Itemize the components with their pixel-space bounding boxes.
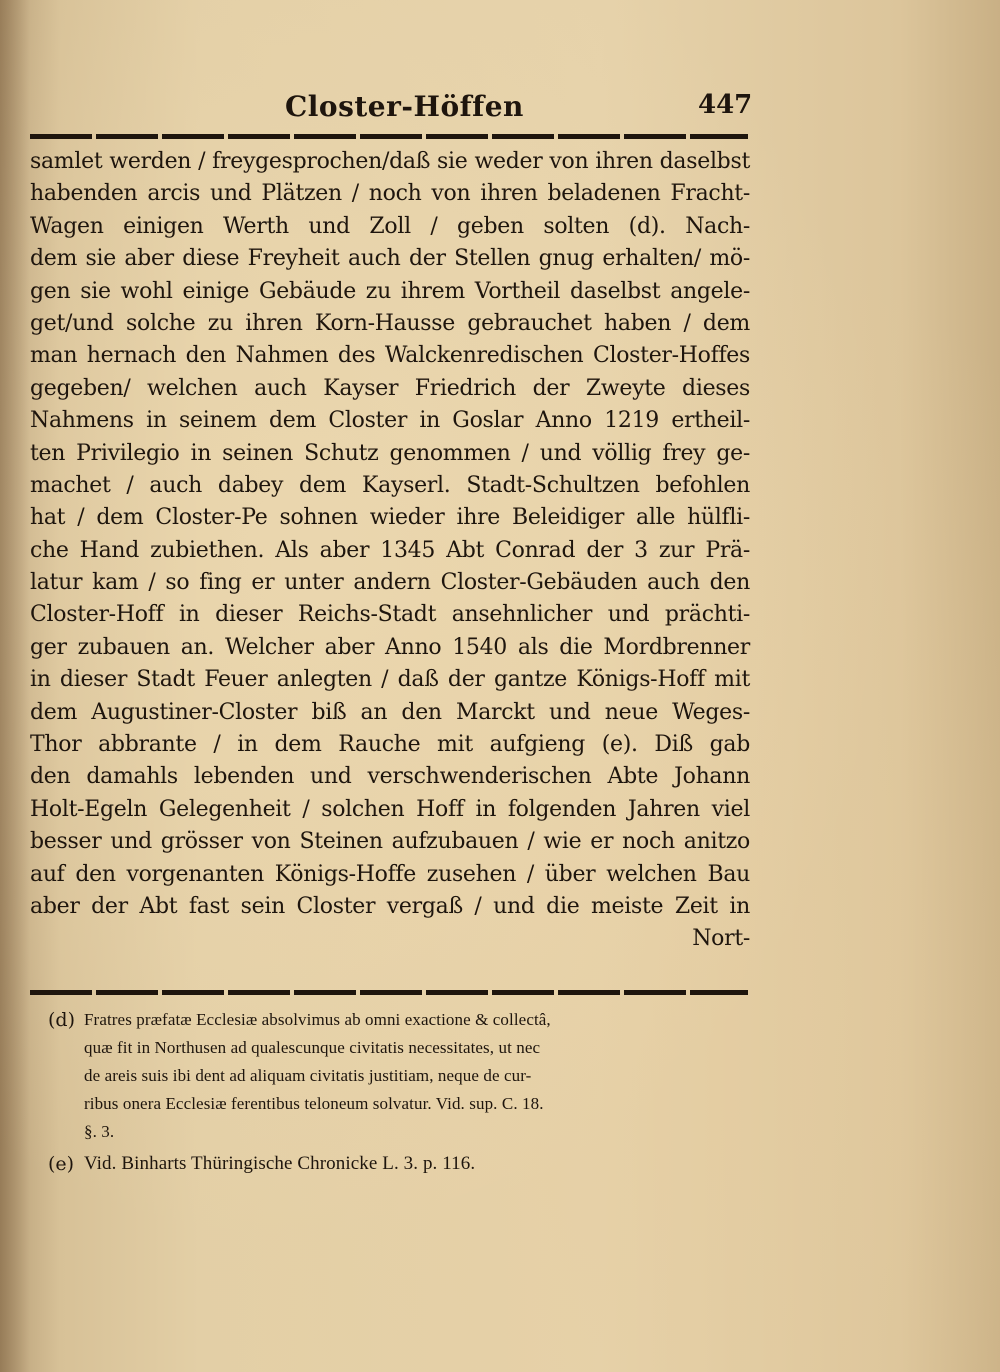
- running-title: Closter-Höffen: [285, 90, 524, 123]
- catchword: Nort-: [692, 926, 750, 952]
- footnote-e: [48, 1150, 748, 1178]
- footnote-line: quæ fit in Northusen ad qualescunque civitatis necessitates, ut nec: [84, 1038, 541, 1057]
- page-gutter-shadow: [0, 0, 30, 1372]
- body-line: dem sie aber diese Freyheit auch der Stellen gnug erhalten/ mö-: [30, 246, 750, 272]
- footnote-line: Vid. Binharts Thüringische Chronicke L. 3. p. 116.: [84, 1153, 476, 1174]
- body-line: get/und solche zu ihren Korn-Hausse gebrauchet haben / dem: [30, 310, 750, 336]
- body-line: dem Augustiner-Closter biß an den Marckt und neue Weges-: [30, 699, 750, 725]
- footnote-line: de areis suis ibi dent ad aliquam civitatis justitiam, neque de cur-: [84, 1066, 532, 1085]
- footnote-rule: [30, 990, 748, 995]
- body-line: in dieser Stadt Feuer anlegten / daß der gantze Königs-Hoff mit: [30, 667, 750, 693]
- body-text: [30, 146, 750, 956]
- body-line: ten Privilegio in seinen Schutz genommen / und völlig frey ge-: [30, 440, 750, 466]
- body-line: besser und grösser von Steinen aufzubauen / wie er noch anitzo: [30, 829, 750, 855]
- body-line: man hernach den Nahmen des Walckenredischen Closter-Hoffes: [30, 343, 750, 369]
- body-line: habenden arcis und Plätzen / noch von ihren beladenen Fracht-: [30, 181, 750, 207]
- footnote-d: [48, 1006, 748, 1146]
- body-line: hat / dem Closter-Pe sohnen wieder ihre Beleidiger alle hülfli-: [30, 505, 750, 531]
- footnote-line: Fratres præfatæ Ecclesiæ absolvimus ab omni exactione & collectâ,: [84, 1010, 551, 1029]
- page-number: 447: [698, 90, 753, 120]
- footnote-mark: (d): [48, 1009, 75, 1031]
- footnote-line: ribus onera Ecclesiæ ferentibus teloneum solvatur. Vid. sup. C. 18.: [84, 1094, 544, 1113]
- body-line: den damahls lebenden und verschwenderischen Abte Johann: [30, 764, 750, 790]
- footnote-line: §. 3.: [84, 1122, 115, 1141]
- body-line: Closter-Hoff in dieser Reichs-Stadt ansehnlicher und prächti-: [30, 602, 750, 628]
- body-line: gen sie wohl einige Gebäude zu ihrem Vortheil daselbst angele-: [30, 278, 750, 304]
- body-line: machet / auch dabey dem Kayserl. Stadt-Schultzen befohlen: [30, 472, 750, 498]
- body-line: gegeben/ welchen auch Kayser Friedrich der Zweyte dieses: [30, 375, 750, 401]
- body-line: auf den vorgenanten Königs-Hoffe zusehen / über welchen Bau: [30, 861, 750, 887]
- body-line: Nahmens in seinem dem Closter in Goslar Anno 1219 ertheil-: [30, 408, 750, 434]
- body-line: Wagen einigen Werth und Zoll / geben solten (d). Nach-: [30, 213, 750, 239]
- body-line: che Hand zubiethen. Als aber 1345 Abt Conrad der 3 zur Prä-: [30, 537, 750, 563]
- header-rule: [30, 134, 748, 139]
- body-line: latur kam / so fing er unter andern Closter-Gebäuden auch den: [30, 570, 750, 596]
- body-line: ger zubauen an. Welcher aber Anno 1540 als die Mordbrenner: [30, 634, 750, 660]
- body-line: samlet werden / freygesprochen/daß sie weder von ihren daselbst: [30, 149, 750, 174]
- body-line: aber der Abt fast sein Closter vergaß / und die meiste Zeit in: [30, 893, 750, 919]
- footnotes: [48, 1006, 748, 1182]
- footnote-mark: (e): [48, 1153, 75, 1175]
- body-line: Holt-Egeln Gelegenheit / solchen Hoff in folgenden Jahren viel: [30, 796, 750, 822]
- body-line: Thor abbrante / in dem Rauche mit aufgieng (e). Diß gab: [30, 732, 750, 758]
- page-header: [30, 86, 753, 126]
